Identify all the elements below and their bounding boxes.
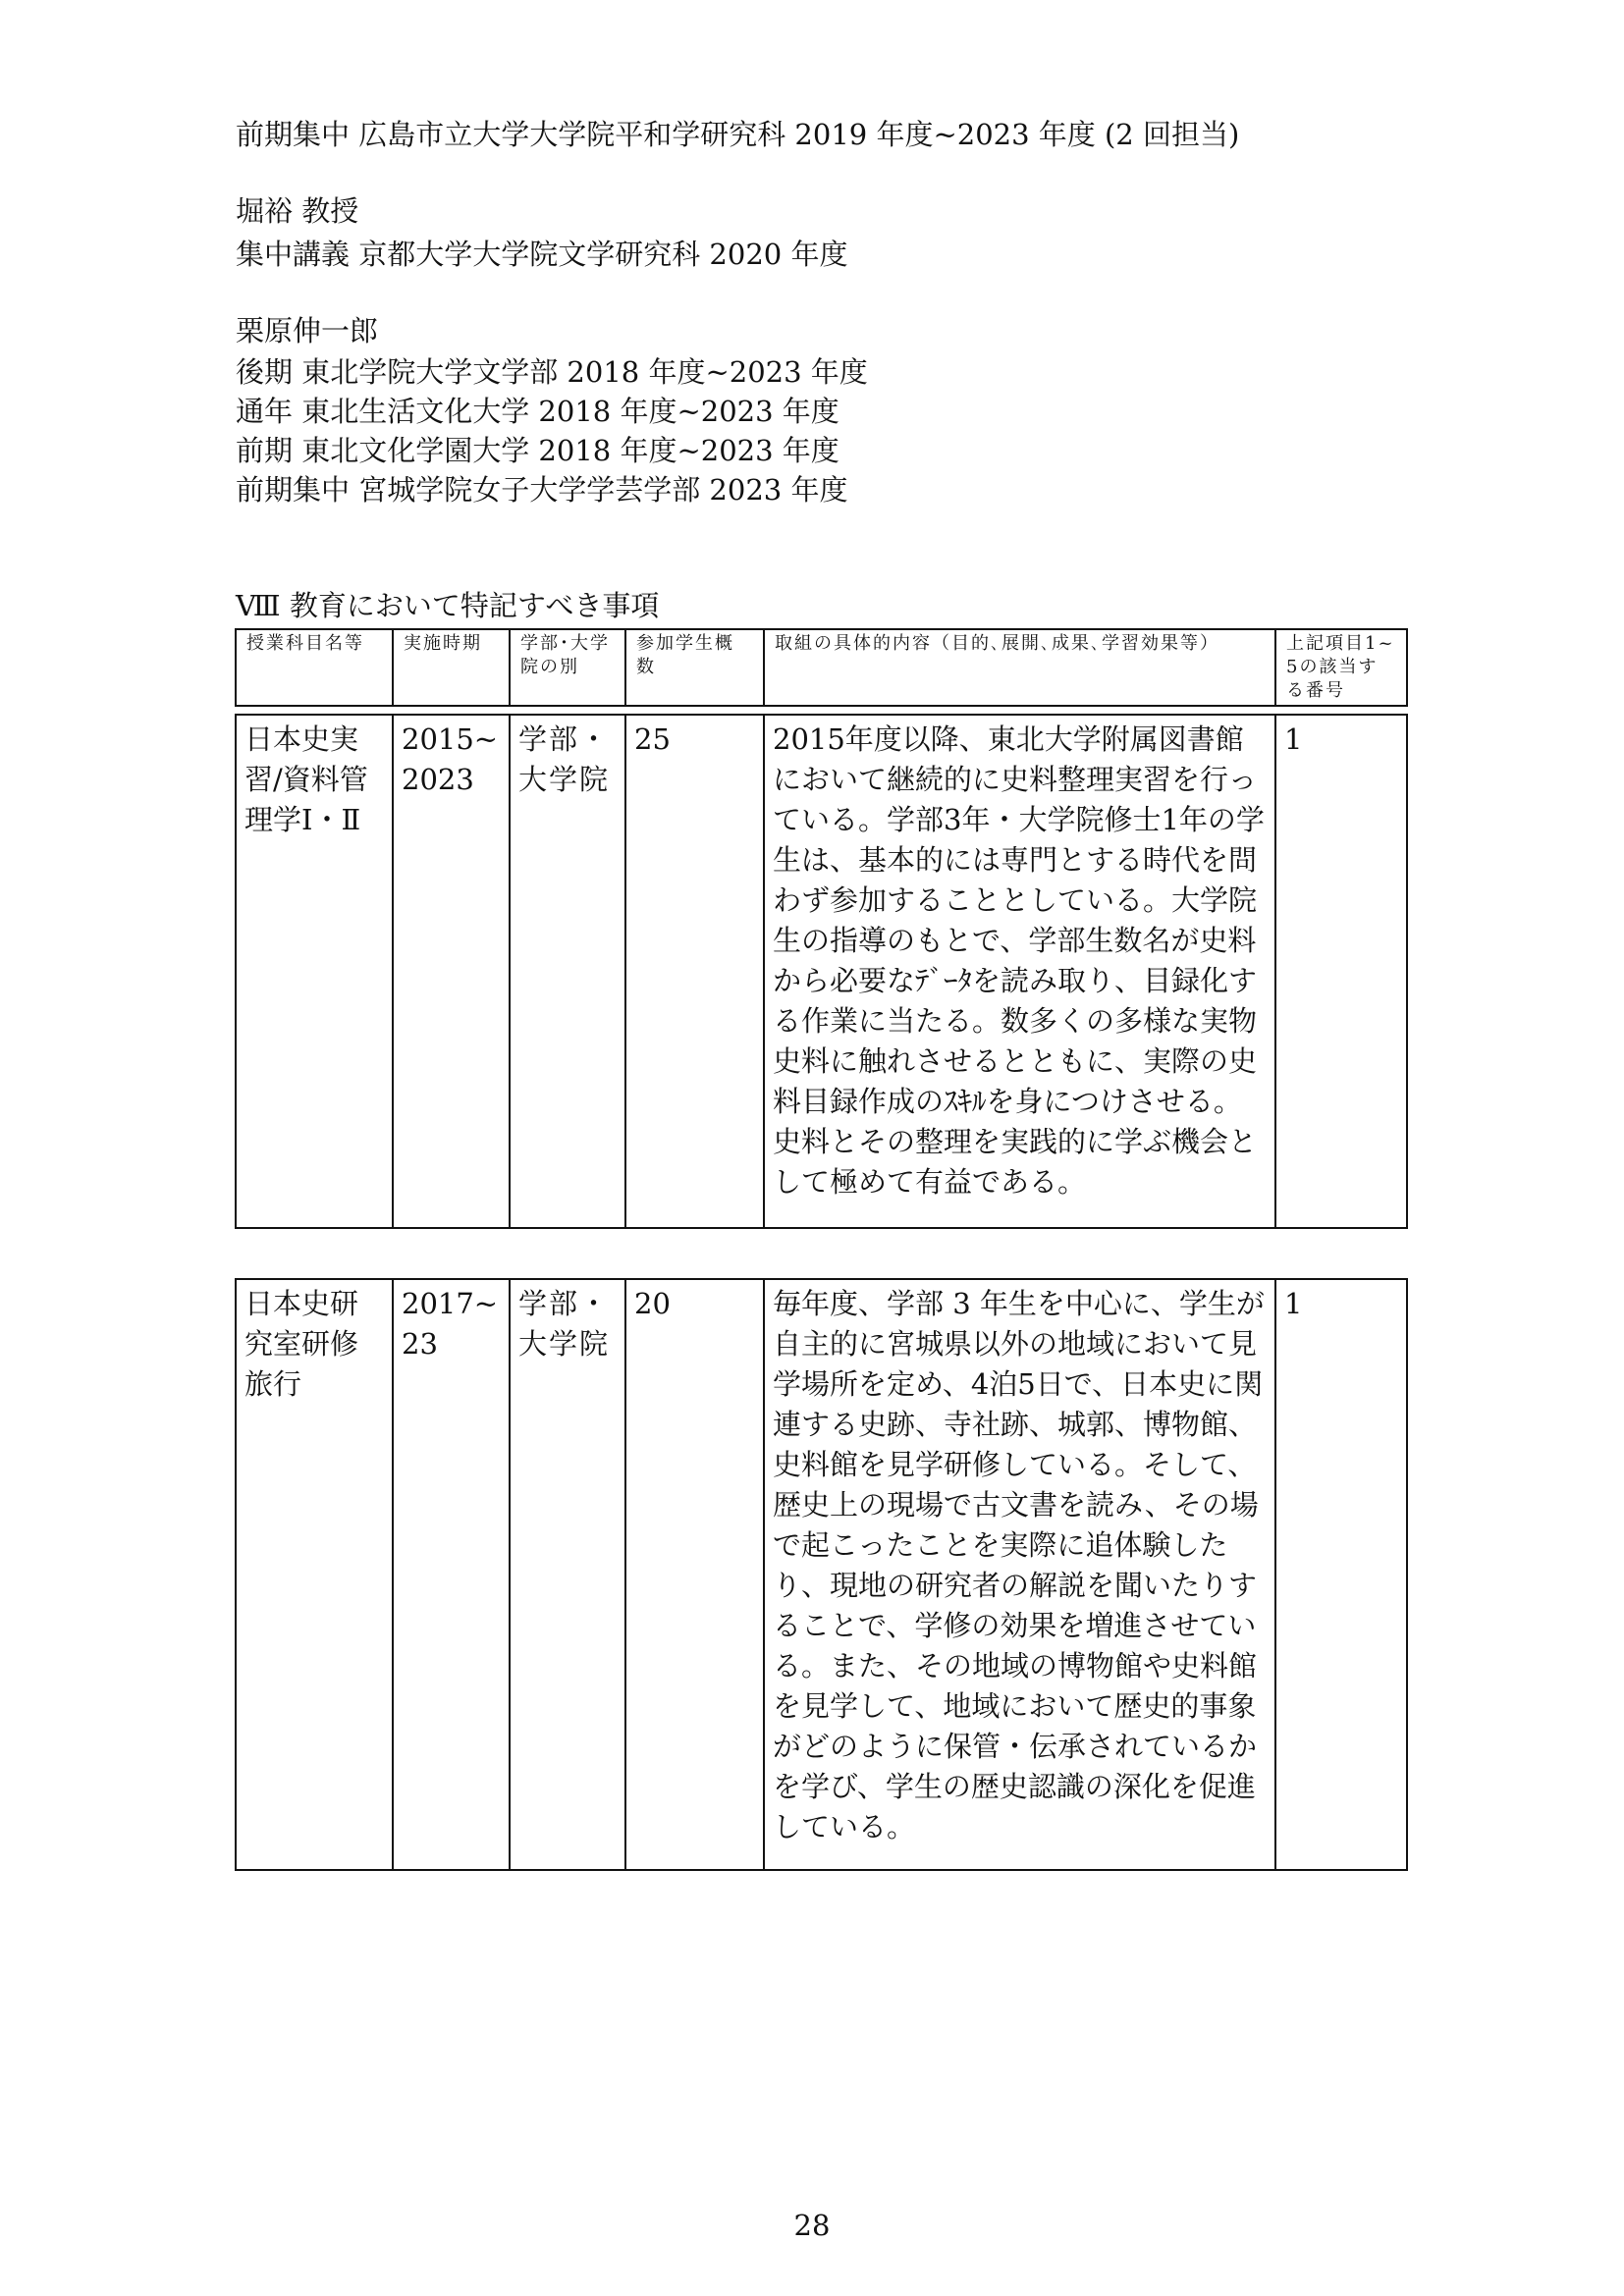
table-header <box>235 628 1408 707</box>
header-content: 取組の具体的内容（目的､展開､成果､学習効果等） <box>764 629 1275 706</box>
text-line: 前期集中 広島市立大学大学院平和学研究科 2019 年度~2023 年度 (2 回担当) <box>236 118 1240 151</box>
cell-division: 学部・大学院 <box>510 1279 625 1870</box>
cell-content: 毎年度、学部 3 年生を中心に、学生が自主的に宮城県以外の地域において見学場所を定め、4泊5日で、日本史に関連する史跡、寺社跡、城郭、博物館、史料館を見学研修している。そして、歴史上の現場で古文書を読み、その場で起こったことを実際に追体験したり、現地の研究者の解説を聞いたりすることで、学修の効果を増進させている。また、その地域の博物館や史料館を見学して、地域において歴史的事象がどのように保管・伝承されているかを学び、学生の歴史認識の深化を促進している。 <box>764 1279 1275 1870</box>
header-subject: 授業科目名等 <box>236 629 393 706</box>
cell-period: 2015~2023 <box>393 715 510 1228</box>
header-period: 実施時期 <box>393 629 510 706</box>
text-line: 通年 東北生活文化大学 2018 年度~2023 年度 <box>236 395 839 428</box>
cell-students: 25 <box>625 715 764 1228</box>
text-line: 前期 東北文化学園大学 2018 年度~2023 年度 <box>236 434 839 467</box>
text-line: 栗原伸一郎 <box>236 314 379 347</box>
header-item: 上記項目1~5の該当する番号 <box>1275 629 1407 706</box>
header-students: 参加学生概数 <box>625 629 764 706</box>
text-line: 後期 東北学院大学文学部 2018 年度~2023 年度 <box>236 355 868 389</box>
table-row <box>235 714 1408 1229</box>
cell-students: 20 <box>625 1279 764 1870</box>
cell-subject: 日本史研究室研修旅行 <box>236 1279 393 1870</box>
cell-item: 1 <box>1275 715 1407 1228</box>
table-row <box>235 1278 1408 1871</box>
cell-period: 2017~23 <box>393 1279 510 1870</box>
text-line: 前期集中 宮城学院女子大学学芸学部 2023 年度 <box>236 473 848 507</box>
text-line: 堀裕 教授 <box>236 194 359 228</box>
cell-content: 2015年度以降、東北大学附属図書館において継続的に史料整理実習を行っている。学部3年・大学院修士1年の学生は、基本的には専門とする時代を問わず参加することとしている。大学院生の指導のもとで、学部生数名が史料から必要なﾃﾞｰﾀを読み取り、目録化する作業に当たる。数多くの多様な実物史料に触れさせるとともに、実際の史料目録作成のｽｷﾙを身につけさせる。史料とその整理を実践的に学ぶ機会として極めて有益である。 <box>764 715 1275 1228</box>
page-number: 28 <box>793 2209 831 2242</box>
cell-item: 1 <box>1275 1279 1407 1870</box>
section-title: Ⅷ 教育において特記すべき事項 <box>236 589 660 622</box>
text-line: 集中講義 京都大学大学院文学研究科 2020 年度 <box>236 238 848 271</box>
header-division: 学部･大学院の別 <box>510 629 625 706</box>
cell-subject: 日本史実習/資料管理学Ⅰ・Ⅱ <box>236 715 393 1228</box>
cell-division: 学部・大学院 <box>510 715 625 1228</box>
